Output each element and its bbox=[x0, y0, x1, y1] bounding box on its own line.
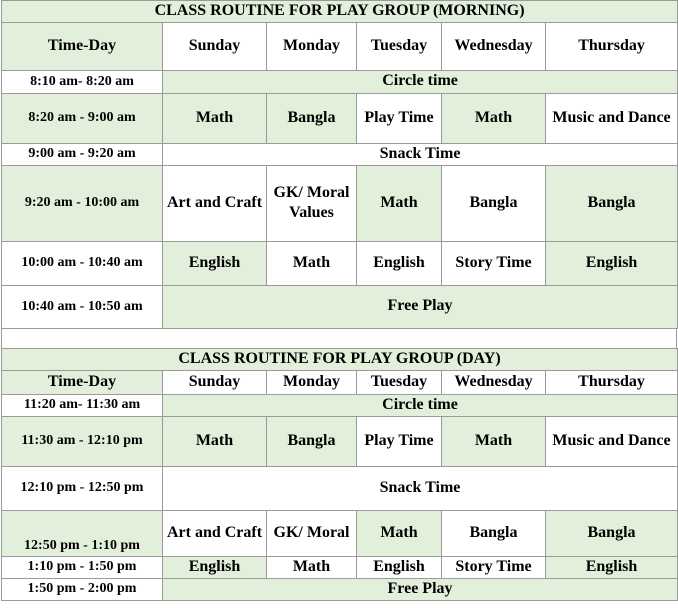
sunday-subject: Math bbox=[163, 93, 267, 143]
time-cell: 11:30 am - 12:10 pm bbox=[2, 416, 163, 466]
snack-time-cell: Snack Time bbox=[163, 143, 678, 165]
table-row bbox=[2, 556, 678, 578]
thursday-subject: English bbox=[546, 241, 678, 285]
table-row bbox=[2, 416, 678, 466]
time-cell: 10:00 am - 10:40 am bbox=[2, 241, 163, 285]
thursday-subject: Bangla bbox=[546, 165, 678, 241]
table-row bbox=[2, 578, 678, 600]
header-tuesday: Tuesday bbox=[357, 370, 442, 394]
circle-time-cell: Circle time bbox=[163, 394, 678, 416]
morning-title: CLASS ROUTINE FOR PLAY GROUP (MORNING) bbox=[2, 1, 678, 23]
monday-subject: GK/ Moral bbox=[267, 510, 357, 556]
header-time-day: Time-Day bbox=[2, 370, 163, 394]
time-cell: 10:40 am - 10:50 am bbox=[2, 285, 163, 328]
header-wednesday: Wednesday bbox=[442, 370, 546, 394]
header-sunday: Sunday bbox=[163, 370, 267, 394]
table-row bbox=[2, 241, 678, 285]
header-sunday: Sunday bbox=[163, 22, 267, 70]
thursday-subject: English bbox=[546, 556, 678, 578]
time-cell: 1:50 pm - 2:00 pm bbox=[2, 578, 163, 600]
wednesday-subject: Story Time bbox=[442, 241, 546, 285]
monday-subject: GK/ Moral Values bbox=[267, 165, 357, 241]
monday-subject: Bangla bbox=[267, 416, 357, 466]
tuesday-subject: English bbox=[357, 556, 442, 578]
table-row bbox=[2, 510, 678, 556]
thursday-subject: Bangla bbox=[546, 510, 678, 556]
tuesday-subject: Math bbox=[357, 510, 442, 556]
tuesday-subject: Play Time bbox=[357, 416, 442, 466]
time-cell: 8:10 am- 8:20 am bbox=[2, 70, 163, 93]
header-thursday: Thursday bbox=[546, 370, 678, 394]
time-cell: 8:20 am - 9:00 am bbox=[2, 93, 163, 143]
wednesday-subject: Story Time bbox=[442, 556, 546, 578]
header-monday: Monday bbox=[267, 22, 357, 70]
time-cell: 12:10 pm - 12:50 pm bbox=[2, 466, 163, 510]
circle-time-cell: Circle time bbox=[163, 70, 678, 93]
table-row bbox=[2, 93, 678, 143]
sunday-subject: English bbox=[163, 556, 267, 578]
free-play-cell: Free Play bbox=[163, 578, 678, 600]
time-cell: 1:10 pm - 1:50 pm bbox=[2, 556, 163, 578]
wednesday-subject: Math bbox=[442, 416, 546, 466]
tuesday-subject: English bbox=[357, 241, 442, 285]
sunday-subject: English bbox=[163, 241, 267, 285]
table-row bbox=[2, 70, 678, 93]
table-row bbox=[2, 466, 678, 510]
wednesday-subject: Bangla bbox=[442, 165, 546, 241]
sunday-subject: Art and Craft bbox=[163, 510, 267, 556]
table-gap bbox=[1, 329, 677, 348]
thursday-subject: Music and Dance bbox=[546, 416, 678, 466]
day-routine-table bbox=[1, 348, 678, 601]
time-cell: 12:50 pm - 1:10 pm bbox=[2, 510, 163, 556]
snack-time-cell: Snack Time bbox=[163, 466, 678, 510]
monday-subject: Math bbox=[267, 556, 357, 578]
monday-subject: Math bbox=[267, 241, 357, 285]
tuesday-subject: Play Time bbox=[357, 93, 442, 143]
time-cell: 11:20 am- 11:30 am bbox=[2, 394, 163, 416]
time-cell: 9:20 am - 10:00 am bbox=[2, 165, 163, 241]
tuesday-subject: Math bbox=[357, 165, 442, 241]
header-time-day: Time-Day bbox=[2, 22, 163, 70]
wednesday-subject: Bangla bbox=[442, 510, 546, 556]
monday-subject: Bangla bbox=[267, 93, 357, 143]
table-row bbox=[2, 165, 678, 241]
thursday-subject: Music and Dance bbox=[546, 93, 678, 143]
header-wednesday: Wednesday bbox=[442, 22, 546, 70]
morning-routine-table bbox=[1, 0, 678, 329]
day-title: CLASS ROUTINE FOR PLAY GROUP (DAY) bbox=[2, 348, 678, 370]
sunday-subject: Art and Craft bbox=[163, 165, 267, 241]
header-monday: Monday bbox=[267, 370, 357, 394]
header-thursday: Thursday bbox=[546, 22, 678, 70]
table-row bbox=[2, 394, 678, 416]
time-cell: 9:00 am - 9:20 am bbox=[2, 143, 163, 165]
wednesday-subject: Math bbox=[442, 93, 546, 143]
table-row bbox=[2, 143, 678, 165]
free-play-cell: Free Play bbox=[163, 285, 678, 328]
table-row bbox=[2, 285, 678, 328]
sunday-subject: Math bbox=[163, 416, 267, 466]
header-tuesday: Tuesday bbox=[357, 22, 442, 70]
